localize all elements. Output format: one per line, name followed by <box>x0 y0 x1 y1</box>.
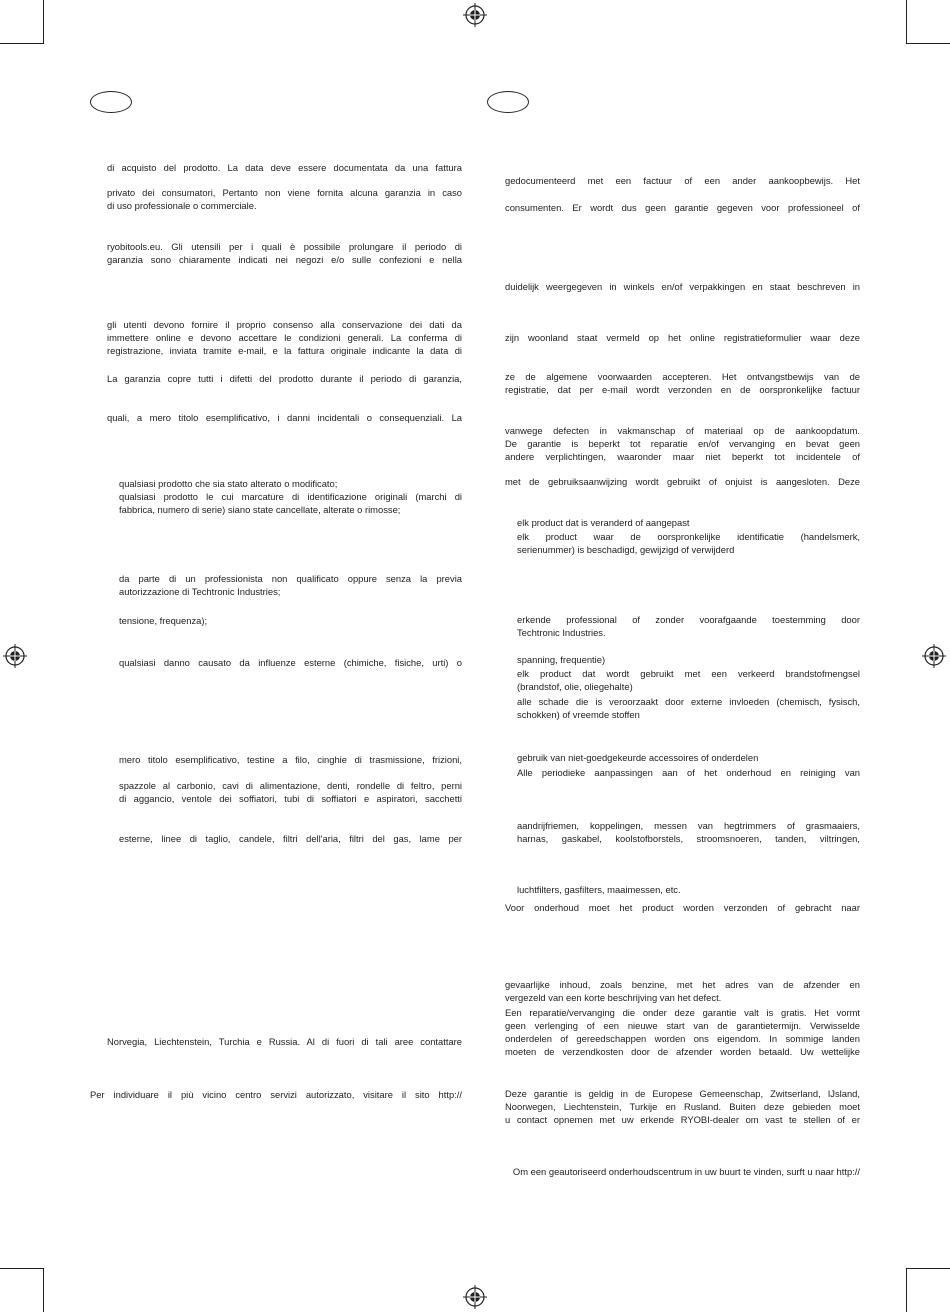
text-line: Om een geautoriseerd onderhoudscentrum in uw buurt te vinden, surft u naar http:// <box>512 1166 860 1177</box>
text-line: Norvegia, Liechtenstein, Turchia e Russia. Al di fuori di tali aree contattare <box>107 1036 462 1047</box>
registration-mark-icon <box>463 3 487 27</box>
text-line: Techtronic Industries. <box>517 627 606 638</box>
language-badge-left <box>90 91 132 113</box>
crop-mark <box>906 43 950 44</box>
text-line: qualsiasi prodotto le cui marcature di identificazione originali (marchi di <box>119 491 462 502</box>
text-line: Noorwegen, Liechtenstein, Turkije en Rusland. Buiten deze gebieden moet <box>505 1101 860 1112</box>
text-line: immettere online e devono accettare le condizioni generali. La conferma di <box>107 332 462 343</box>
text-line: spanning, frequentie) <box>517 654 606 665</box>
crop-mark <box>906 1268 950 1269</box>
text-line: onderdelen of gereedschappen worden ons eigendom. In sommige landen <box>505 1033 860 1044</box>
text-line: andere verplichtingen, waaronder maar niet beperkt tot incidentele of <box>505 451 860 462</box>
text-line: elk product waar de oorspronkelijke identificatie (handelsmerk, <box>517 531 860 542</box>
language-badge-right <box>487 91 529 113</box>
text-line: serienummer) is beschadigd, gewijzigd of verwijderd <box>517 544 735 555</box>
text-line: La garanzia copre tutti i difetti del prodotto durante il periodo di garanzia, <box>107 373 462 384</box>
text-line: Voor onderhoud moet het product worden verzonden of gebracht naar <box>505 902 860 913</box>
text-line: alle schade die is veroorzaakt door externe invloeden (chemisch, fysisch, <box>517 696 860 707</box>
text-line: gevaarlijke inhoud, zoals benzine, met het adres van de afzender en <box>505 979 860 990</box>
text-line: schokken) of vreemde stoffen <box>517 709 640 720</box>
text-line: geen verlenging of een nieuwe start van de garantietermijn. Verwisselde <box>505 1020 860 1031</box>
registration-mark-icon <box>3 644 27 668</box>
text-line: De garantie is beperkt tot reparatie en/of vervanging en bevat geen <box>505 438 860 449</box>
text-line: registrazione, inviata tramite e-mail, e la fattura originale indicante la data di <box>107 345 462 356</box>
text-line: duidelijk weergegeven in winkels en/of verpakkingen en staat beschreven in <box>505 281 860 292</box>
text-line: quali, a mero titolo esemplificativo, i danni incidentali o consequenziali. La <box>107 412 462 423</box>
text-line: fabbrica, numero di serie) siano state cancellate, alterate o rimosse; <box>119 504 401 515</box>
crop-mark <box>906 1268 907 1312</box>
crop-mark <box>43 1268 44 1312</box>
text-line: autorizzazione di Techtronic Industries; <box>119 586 281 597</box>
text-line: registratie, dat per e-mail wordt verzonden en de oorspronkelijke factuur <box>505 384 860 395</box>
text-line: tensione, frequenza); <box>119 615 208 626</box>
text-line: mero titolo esemplificativo, testine a filo, cinghie di trasmissione, frizioni, <box>119 754 462 765</box>
text-line: elk product dat is veranderd of aangepast <box>517 517 690 528</box>
text-line: di aggancio, ventole dei soffiatori, tubi di soffiatori e aspiratori, sacchetti <box>119 793 462 804</box>
text-line: consumenten. Er wordt dus geen garantie gegeven voor professioneel of <box>505 202 860 213</box>
text-line: gli utenti devono fornire il proprio consenso alla conservazione dei dati da <box>107 319 462 330</box>
registration-mark-icon <box>922 644 946 668</box>
text-line: zijn woonland staat vermeld op het online registratieformulier waar deze <box>505 332 860 343</box>
text-line: u contact opnemen met uw erkende RYOBI-dealer om vast te stellen of er <box>505 1114 860 1125</box>
text-line: met de gebruiksaanwijzing wordt gebruikt of onjuist is aangesloten. Deze <box>505 476 860 487</box>
text-line: gebruik van niet-goedgekeurde accessoires of onderdelen <box>517 752 759 763</box>
text-line: qualsiasi danno causato da influenze esterne (chimiche, fisiche, urti) o <box>119 657 462 668</box>
text-line: privato dei consumatori, Pertanto non viene fornita alcuna garanzia in caso <box>107 187 462 198</box>
text-line: moeten de verzendkosten door de afzender worden betaald. Uw wettelijke <box>505 1046 860 1057</box>
text-line: di acquisto del prodotto. La data deve essere documentata da una fattura <box>107 162 462 173</box>
text-line: ryobitools.eu. Gli utensili per i quali è possibile prolungare il periodo di <box>107 241 462 252</box>
text-line: ze de algemene voorwaarden accepteren. Het ontvangstbewijs van de <box>505 371 860 382</box>
crop-mark <box>43 0 44 44</box>
text-line: Alle periodieke aanpassingen aan of het onderhoud en reiniging van <box>517 767 860 778</box>
text-line: erkende professional of zonder voorafgaande toestemming door <box>517 614 860 625</box>
text-line: Deze garantie is geldig in de Europese Gemeenschap, Zwitserland, IJsland, <box>505 1088 860 1099</box>
crop-mark <box>0 43 44 44</box>
text-line: garanzia sono chiaramente indicati nei negozi e/o sulle confezioni e nella <box>107 254 462 265</box>
crop-mark <box>906 0 907 44</box>
text-line: vergezeld van een korte beschrijving van het defect. <box>505 992 722 1003</box>
text-line: harnas, gaskabel, koolstofborstels, stroomsnoeren, tanden, viltringen, <box>517 833 860 844</box>
text-line: vanwege defecten in vakmanschap of materiaal op de aankoopdatum. <box>505 425 860 436</box>
text-line: elk product dat wordt gebruikt met een verkeerd brandstofmengsel <box>517 668 860 679</box>
registration-mark-icon <box>463 1285 487 1309</box>
text-line: esterne, linee di taglio, candele, filtri dell'aria, filtri del gas, lame per <box>119 833 462 844</box>
text-line: aandrijfriemen, koppelingen, messen van hegtrimmers of grasmaaiers, <box>517 820 860 831</box>
text-line: (brandstof, olie, oliegehalte) <box>517 681 633 692</box>
text-line: gedocumenteerd met een factuur of een ander aankoopbewijs. Het <box>505 175 860 186</box>
text-line: Per individuare il più vicino centro servizi autorizzato, visitare il sito http:// <box>90 1089 462 1100</box>
text-line: luchtfilters, gasfilters, maaimessen, etc. <box>517 884 681 895</box>
text-line: di uso professionale o commerciale. <box>107 200 257 211</box>
text-line: spazzole al carbonio, cavi di alimentazione, denti, rondelle di feltro, perni <box>119 780 462 791</box>
text-line: da parte di un professionista non qualificato oppure senza la previa <box>119 573 462 584</box>
text-line: Een reparatie/vervanging die onder deze garantie valt is gratis. Het vormt <box>505 1007 860 1018</box>
text-line: qualsiasi prodotto che sia stato alterato o modificato; <box>119 478 338 489</box>
crop-mark <box>0 1268 44 1269</box>
